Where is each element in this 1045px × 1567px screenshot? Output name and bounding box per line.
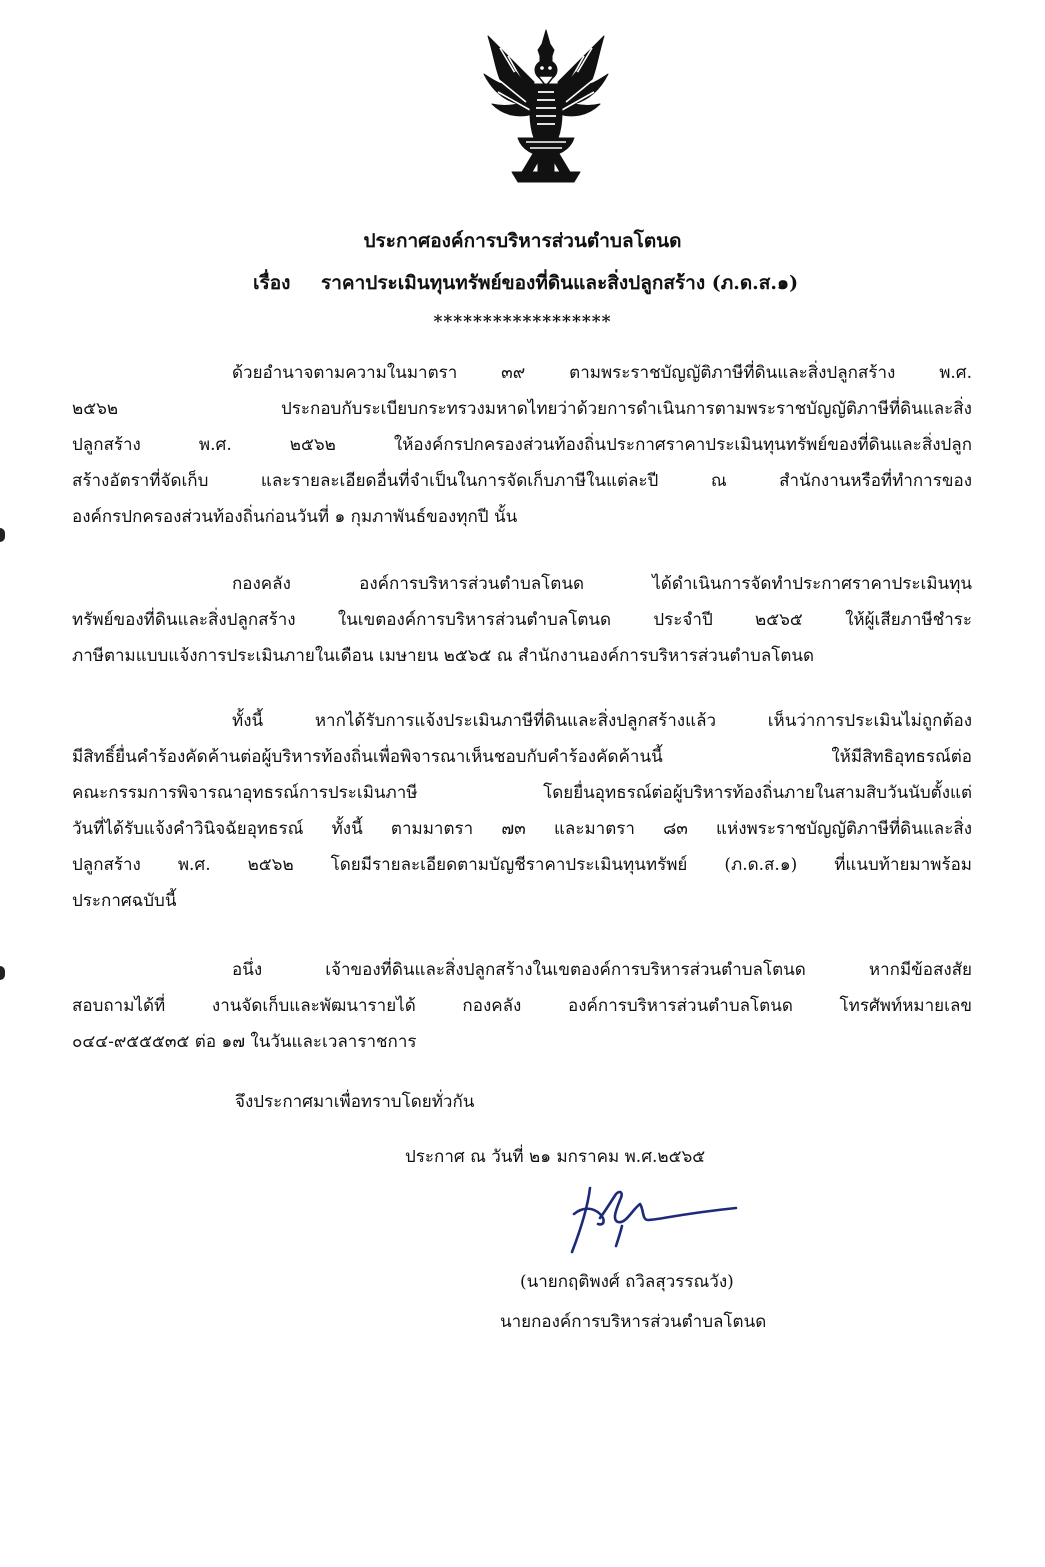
paragraph-line: กองคลัง องค์การบริหารส่วนตำบลโตนด ได้ดำเนินการจัดทำประกาศราคาประเมินทุน <box>232 574 972 594</box>
paragraph-contact <box>72 952 972 1060</box>
edge-scan-mark <box>0 966 5 980</box>
paragraph-line: ปลูกสร้าง พ.ศ. ๒๕๖๒ โดยมีรายละเอียดตามบัญชีราคาประเมินทุนทรัพย์ (ภ.ด.ส.๑) ที่แนบท้ายมาพร้อม <box>72 855 972 875</box>
paragraph-line: องค์กรปกครองส่วนท้องถิ่นก่อนวันที่ ๑ กุมภาพันธ์ของทุกปี นั้น <box>72 507 518 527</box>
signer-name: (นายกฤติพงศ์ ถวิลสุวรรณวัง) <box>520 1272 734 1292</box>
announcement-date: ประกาศ ณ วันที่ ๒๑ มกราคม พ.ศ.๒๕๖๕ <box>405 1147 706 1167</box>
paragraph-line: ๐๔๔-๙๕๕๕๓๕ ต่อ ๑๗ ในวันและเวลาราชการ <box>72 1032 417 1052</box>
subject-text: ราคาประเมินทุนทรัพย์ของที่ดินและสิ่งปลูกสร้าง (ภ.ด.ส.๑) <box>321 272 799 294</box>
paragraph-line: ปลูกสร้าง พ.ศ. ๒๕๖๒ ให้องค์กรปกครองส่วนท้องถิ่นประกาศราคาประเมินทุนทรัพย์ของที่ดินและสิ่งปลูก <box>72 435 972 455</box>
paragraph-line: สอบถามได้ที่ งานจัดเก็บและพัฒนารายได้ กองคลัง องค์การบริหารส่วนตำบลโตนด โทรศัพท์หมายเลข <box>72 996 972 1016</box>
subject-label: เรื่อง <box>253 272 291 294</box>
separator-stars: ****************** <box>433 312 612 332</box>
signature-icon <box>560 1180 740 1260</box>
garuda-emblem-icon <box>478 26 614 188</box>
paragraph-appeal-rights <box>72 703 972 919</box>
announcement-title: ประกาศองค์การบริหารส่วนตำบลโตนด <box>363 230 682 252</box>
edge-scan-mark <box>0 528 5 542</box>
paragraph-line: วันที่ได้รับแจ้งคำวินิจฉัยอุทธรณ์ ทั้งนี้ ตามมาตรา ๗๓ และมาตรา ๘๓ แห่งพระราชบัญญัติภาษีที่ดินและสิ่ง <box>72 819 972 839</box>
paragraph-line: ด้วยอำนาจตามความในมาตรา ๓๙ ตามพระราชบัญญัติภาษีที่ดินและสิ่งปลูกสร้าง พ.ศ. <box>232 363 972 383</box>
paragraph-line: ประกาศฉบับนี้ <box>72 891 177 911</box>
paragraph-finance-division <box>72 566 972 674</box>
paragraph-authority <box>72 355 972 535</box>
paragraph-line: สร้างอัตราที่จัดเก็บ และรายละเอียดอื่นที่จำเป็นในการจัดเก็บภาษีในแต่ละปี ณ สำนักงานหรือที่ทำการของ <box>72 471 972 491</box>
paragraph-line: คณะกรรมการพิจารณาอุทธรณ์การประเมินภาษี โดยยื่นอุทธรณ์ต่อผู้บริหารท้องถิ่นภายในสามสิบวันนับตั้งแต่ <box>72 783 972 803</box>
closing-statement: จึงประกาศมาเพื่อทราบโดยทั่วกัน <box>235 1092 475 1112</box>
paragraph-line: ภาษีตามแบบแจ้งการประเมินภายในเดือน เมษายน ๒๕๖๕ ณ สำนักงานองค์การบริหารส่วนตำบลโตนด <box>72 646 815 666</box>
subject-line <box>253 268 798 298</box>
paragraph-line: ๒๕๖๒ ประกอบกับระเบียบกระทรวงมหาดไทยว่าด้วยการดำเนินการตามพระราชบัญญัติภาษีที่ดินและสิ่ง <box>72 399 972 419</box>
paragraph-line: ทั้งนี้ หากได้รับการแจ้งประเมินภาษีที่ดินและสิ่งปลูกสร้างแล้ว เห็นว่าการประเมินไม่ถูกต้อง <box>232 711 972 731</box>
paragraph-line: มีสิทธิ์ยื่นคำร้องคัดค้านต่อผู้บริหารท้องถิ่นเพื่อพิจารณาเห็นชอบกับคำร้องคัดค้านนี้ ให้มีสิทธิอุทธรณ์ต่อ <box>72 747 972 767</box>
paragraph-line: ทรัพย์ของที่ดินและสิ่งปลูกสร้าง ในเขตองค์การบริหารส่วนตำบลโตนด ประจำปี ๒๕๖๕ ให้ผู้เสียภาษีชำระ <box>72 610 972 630</box>
signer-title: นายกองค์การบริหารส่วนตำบลโตนด <box>500 1312 767 1332</box>
paragraph-line: อนึ่ง เจ้าของที่ดินและสิ่งปลูกสร้างในเขตองค์การบริหารส่วนตำบลโตนด หากมีข้อสงสัย <box>232 960 972 980</box>
